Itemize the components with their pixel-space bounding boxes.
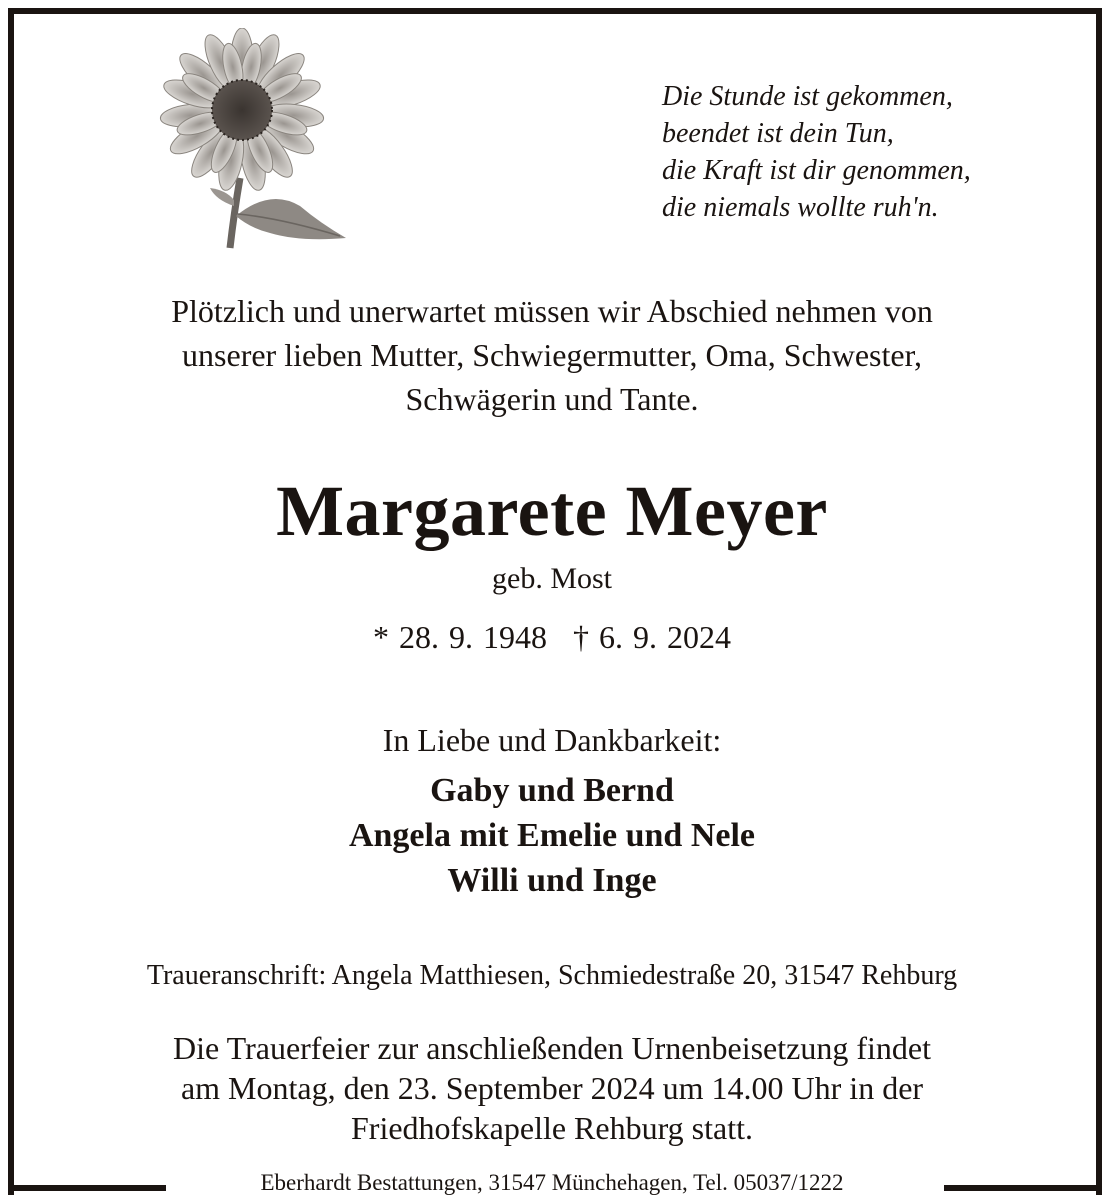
poem-line: die niemals wollte ruh'n. bbox=[662, 192, 939, 223]
poem-line: Die Stunde ist gekommen, bbox=[662, 81, 953, 112]
birth-date: * 28. 9. 1948 bbox=[373, 619, 547, 655]
service-info bbox=[0, 1028, 1104, 1148]
life-dates bbox=[0, 617, 1104, 657]
service-line: Friedhofskapelle Rehburg statt. bbox=[351, 1110, 753, 1146]
service-line: am Montag, den 23. September 2024 um 14.00 Uhr in der bbox=[180, 1070, 924, 1106]
intro-line: unserer lieben Mutter, Schwiegermutter, Oma, Schwester, bbox=[182, 337, 922, 373]
mourners-list bbox=[0, 768, 1104, 903]
sunflower-icon bbox=[150, 28, 350, 250]
poem bbox=[662, 78, 1042, 226]
intro-line: Plötzlich und unerwartet müssen wir Abschied nehmen von bbox=[171, 293, 933, 329]
poem-line: die Kraft ist dir genommen, bbox=[662, 155, 971, 186]
mourning-address: Traueranschrift: Angela Matthiesen, Schmiedestraße 20, 31547 Rehburg bbox=[146, 960, 958, 991]
death-date: † 6. 9. 2024 bbox=[573, 619, 731, 655]
mourner-name: Willi und Inge bbox=[447, 862, 657, 899]
poem-line: beendet ist dein Tun, bbox=[662, 118, 894, 149]
maiden-name: geb. Most bbox=[492, 562, 612, 595]
intro-text bbox=[0, 289, 1104, 421]
intro-line: Schwägerin und Tante. bbox=[405, 381, 699, 417]
undertaker-text: Eberhardt Bestattungen, 31547 Münchehagen, Tel. 05037/1222 bbox=[250, 1170, 853, 1195]
undertaker-footer bbox=[0, 1169, 1104, 1197]
service-line: Die Trauerfeier zur anschließenden Urnenbeisetzung findet bbox=[173, 1030, 931, 1066]
mourners-heading: In Liebe und Dankbarkeit: bbox=[382, 722, 722, 758]
deceased-name: Margarete Meyer bbox=[276, 471, 828, 551]
mourner-name: Angela mit Emelie und Nele bbox=[348, 817, 756, 854]
mourner-name: Gaby und Bernd bbox=[430, 772, 674, 809]
